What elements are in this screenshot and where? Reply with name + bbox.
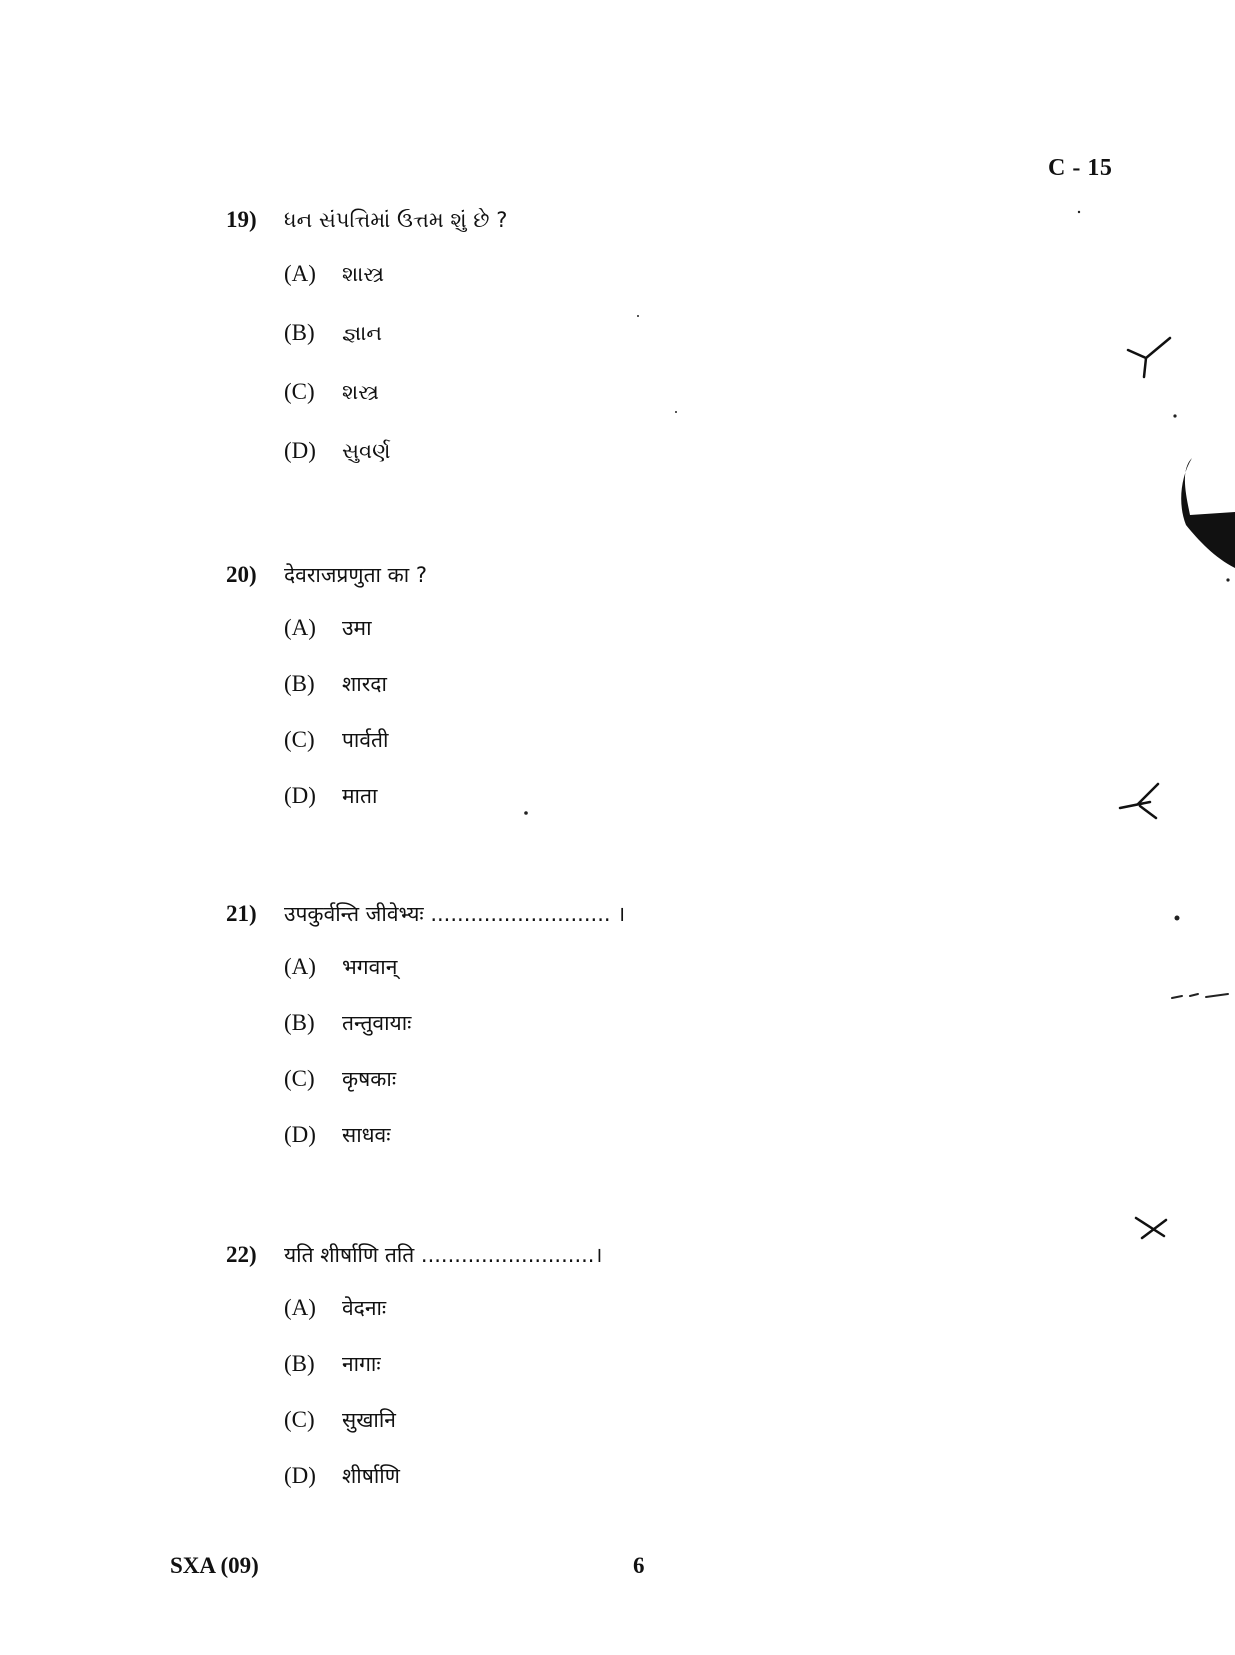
option-text: नागाः <box>342 1352 381 1376</box>
option-a[interactable] <box>284 1294 1046 1350</box>
question-header <box>226 205 1046 235</box>
option-c[interactable] <box>284 379 1046 438</box>
option-text: જ્ઞાન <box>342 321 383 345</box>
option-label: (B) <box>284 1010 315 1035</box>
option-label: (C) <box>284 1066 315 1091</box>
question-21 <box>226 899 1046 1177</box>
option-text: पार्वती <box>342 728 389 752</box>
option-c[interactable] <box>284 1065 1046 1121</box>
question-text: ધન સંપત્તિમાં ઉત્તમ શું છે ? <box>284 208 508 232</box>
option-label: (D) <box>284 438 316 463</box>
option-d[interactable] <box>284 438 1046 497</box>
question-number: 20) <box>226 562 257 587</box>
option-label: (B) <box>284 1351 315 1376</box>
page-number: 6 <box>633 1553 645 1578</box>
dash-mark <box>1172 994 1228 998</box>
option-text: સુવર્ણ <box>342 439 391 463</box>
option-label: (C) <box>284 727 315 752</box>
option-label: (A) <box>284 261 316 286</box>
torn-edge-mark <box>1181 458 1235 568</box>
punch-mark-middle <box>1120 784 1158 818</box>
option-a[interactable] <box>284 953 1046 1009</box>
question-header <box>226 560 1046 590</box>
option-text: सुखानि <box>342 1408 396 1432</box>
option-a[interactable] <box>284 261 1046 320</box>
option-b[interactable] <box>284 670 1046 726</box>
question-19 <box>226 205 1046 497</box>
option-label: (C) <box>284 1407 315 1432</box>
option-b[interactable] <box>284 320 1046 379</box>
question-number: 21) <box>226 901 257 926</box>
question-20 <box>226 560 1046 838</box>
question-header <box>226 1240 1046 1270</box>
option-text: शीर्षाणि <box>342 1464 400 1488</box>
options-list <box>284 953 1046 1177</box>
option-text: शारदा <box>342 672 387 696</box>
option-text: भगवान् <box>342 955 398 979</box>
option-label: (A) <box>284 1295 316 1320</box>
option-b[interactable] <box>284 1350 1046 1406</box>
question-text: देवराजप्रणुता का ? <box>284 563 428 587</box>
option-label: (C) <box>284 379 315 404</box>
option-a[interactable] <box>284 614 1046 670</box>
options-list <box>284 261 1046 497</box>
option-text: वेदनाः <box>342 1296 387 1320</box>
option-label: (A) <box>284 954 316 979</box>
question-22 <box>226 1240 1046 1518</box>
option-label: (A) <box>284 615 316 640</box>
question-header <box>226 899 1046 929</box>
question-text: यति शीर्षाणि तति ..........................। <box>284 1243 603 1267</box>
question-number: 19) <box>226 207 257 232</box>
option-d[interactable] <box>284 782 1046 838</box>
options-list <box>284 1294 1046 1518</box>
options-list <box>284 614 1046 838</box>
option-c[interactable] <box>284 1406 1046 1462</box>
punch-mark-bottom <box>1136 1218 1166 1238</box>
paper-code: SXA (09) <box>170 1553 259 1578</box>
punch-mark-top <box>1128 338 1170 377</box>
option-d[interactable] <box>284 1121 1046 1177</box>
option-c[interactable] <box>284 726 1046 782</box>
option-label: (D) <box>284 783 316 808</box>
option-text: શાસ્ત્ર <box>342 262 385 286</box>
option-label: (D) <box>284 1463 316 1488</box>
option-text: तन्तुवायाः <box>342 1011 412 1035</box>
option-d[interactable] <box>284 1462 1046 1518</box>
option-label: (B) <box>284 671 315 696</box>
option-text: उमा <box>342 616 372 640</box>
question-text: उपकुर्वन्ति जीवेभ्यः ........................... । <box>284 902 626 926</box>
option-label: (D) <box>284 1122 316 1147</box>
option-b[interactable] <box>284 1009 1046 1065</box>
option-text: माता <box>342 784 378 808</box>
page-code: C - 15 <box>1048 155 1113 181</box>
option-label: (B) <box>284 320 315 345</box>
question-number: 22) <box>226 1242 257 1267</box>
option-text: कृषकाः <box>342 1067 397 1091</box>
option-text: શસ્ત્ર <box>342 380 379 404</box>
option-text: साधवः <box>342 1123 391 1147</box>
